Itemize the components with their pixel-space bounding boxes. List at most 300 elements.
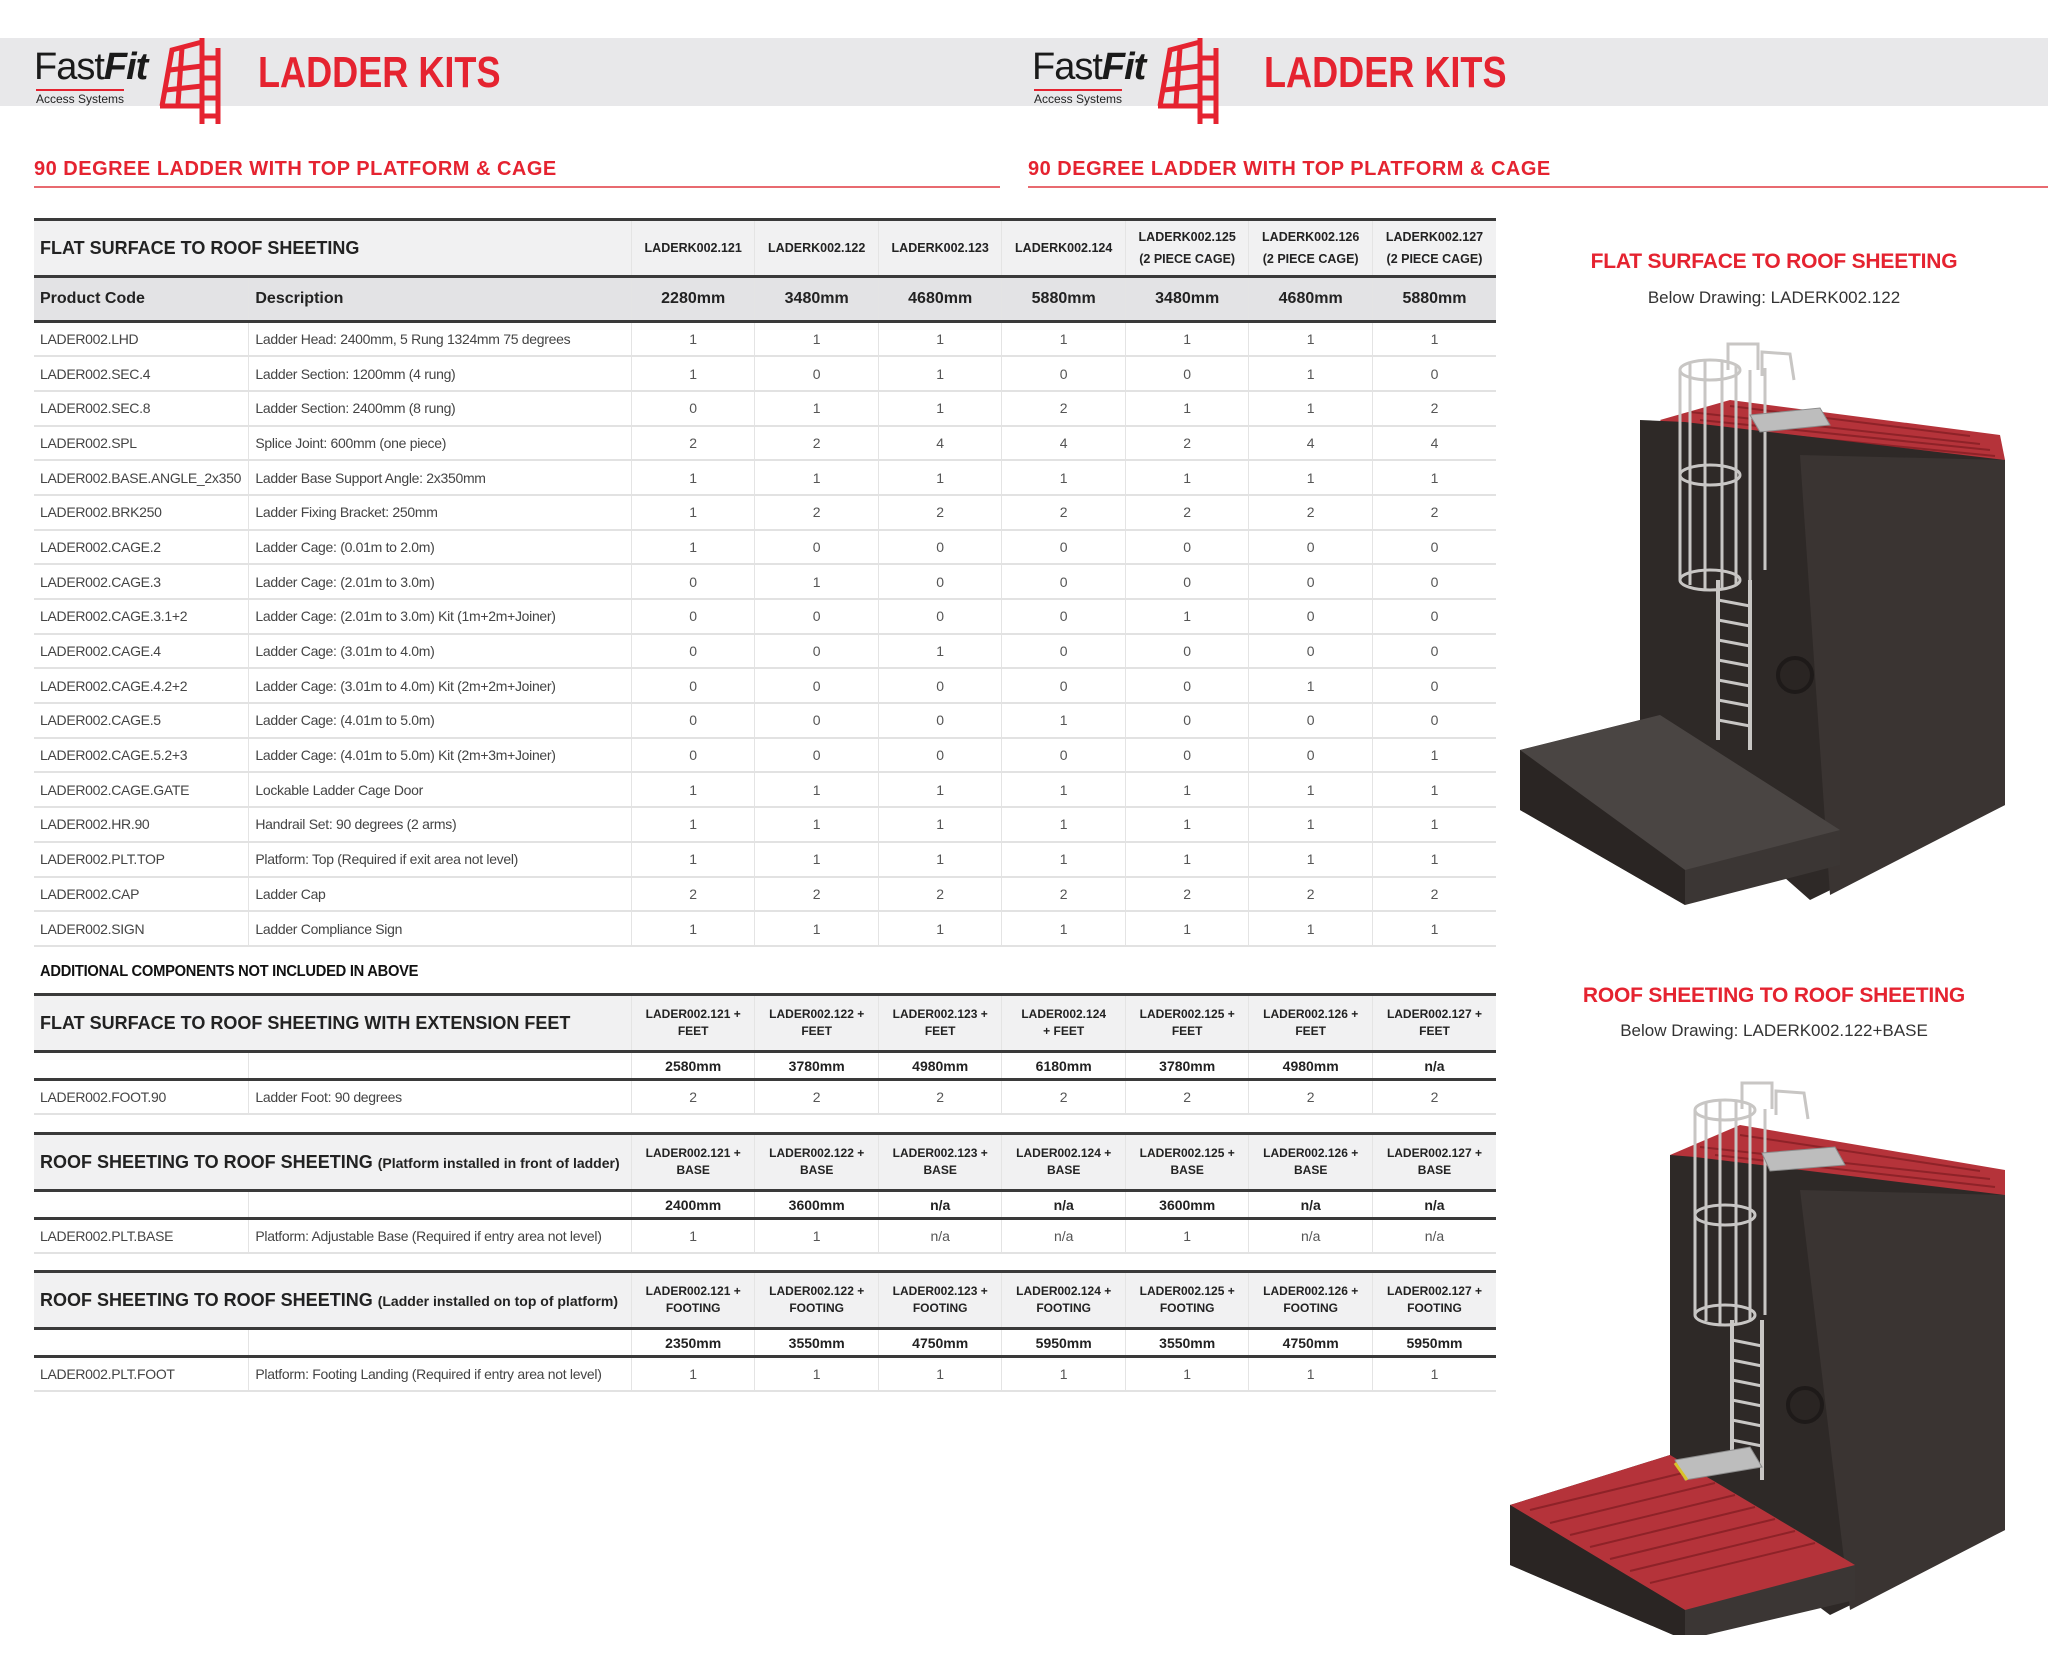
quantity-cell: 2 [1372,495,1496,530]
table-row [34,911,1496,946]
quantity-cell: 1 [631,322,755,357]
quantity-cell: 2 [1002,391,1126,426]
brand-name-right: FastFit [1032,46,1146,88]
quantity-cell: 1 [1125,772,1249,807]
quantity-cell: 1 [1249,391,1373,426]
quantity-cell: 1 [1002,842,1126,877]
feet-table [34,993,1496,1115]
quantity-cell: 1 [1125,1219,1249,1254]
height-header: 3550mm [1125,1329,1249,1357]
product-code-cell: LADER002.CAGE.5.2+3 [34,738,249,773]
main-table-body [34,322,1496,946]
quantity-cell: 1 [1372,460,1496,495]
ladder-logo-icon [1150,34,1242,126]
quantity-cell: 1 [878,842,1002,877]
kit-code-header: LADERK002.126 (2 PIECE CAGE) [1249,220,1373,277]
description-cell: Ladder Foot: 90 degrees [249,1080,632,1115]
quantity-cell: 2 [1002,877,1126,912]
table-title: ROOF SHEETING TO ROOF SHEETING (Platform installed in front of ladder) [34,1134,631,1191]
kit-code-header: LADER002.122 + FEET [755,995,879,1052]
quantity-cell: n/a [1002,1219,1126,1254]
kit-code-header: LADER002.123 + FOOTING [878,1272,1002,1329]
quantity-cell: 1 [1372,807,1496,842]
quantity-cell: 1 [878,322,1002,357]
quantity-cell: 1 [1002,1357,1126,1392]
quantity-cell: 1 [1249,460,1373,495]
quantity-cell: 2 [1125,426,1249,461]
footing-table-body [34,1357,1496,1392]
table-title: FLAT SURFACE TO ROOF SHEETING [34,220,631,277]
product-code-cell: LADER002.BASE.ANGLE_2x350 [34,460,249,495]
kit-code-header: LADER002.121 + FEET [631,995,755,1052]
description-cell: Ladder Cage: (4.01m to 5.0m) Kit (2m+3m+Joiner) [249,738,632,773]
quantity-cell: 1 [1125,391,1249,426]
quantity-cell: 1 [755,460,879,495]
description-cell: Splice Joint: 600mm (one piece) [249,426,632,461]
quantity-cell: 1 [631,495,755,530]
description-cell: Ladder Section: 1200mm (4 rung) [249,356,632,391]
quantity-cell: 1 [755,322,879,357]
height-header: n/a [1372,1191,1496,1219]
table-row [34,877,1496,912]
kit-code-header-row [34,1272,1496,1329]
drawing-caption-roof: Below Drawing: LADERK002.122+BASE [1620,1021,1928,1040]
kit-code-header: LADER002.126 + BASE [1249,1134,1373,1191]
quantity-cell: 1 [1125,322,1249,357]
table-title: FLAT SURFACE TO ROOF SHEETING WITH EXTENSION FEET [34,995,631,1052]
quantity-cell: 1 [631,807,755,842]
quantity-cell: 2 [1372,391,1496,426]
quantity-cell: 0 [631,634,755,669]
product-code-cell: LADER002.SIGN [34,911,249,946]
quantity-cell: 0 [1002,668,1126,703]
description-cell: Handrail Set: 90 degrees (2 arms) [249,807,632,842]
quantity-cell: 0 [631,703,755,738]
description-cell: Platform: Adjustable Base (Required if entry area not level) [249,1219,632,1254]
brand-tagline: Access Systems [36,89,124,106]
height-header: 3550mm [755,1329,879,1357]
height-header: 5950mm [1002,1329,1126,1357]
quantity-cell: 1 [631,530,755,565]
drawing-title-flat: FLAT SURFACE TO ROOF SHEETING [1590,250,1958,273]
height-header: 3480mm [755,277,879,322]
kit-code-header: LADER002.124 + BASE [1002,1134,1126,1191]
table-row [34,1080,1496,1115]
quantity-cell: 1 [878,634,1002,669]
quantity-cell: 0 [755,703,879,738]
table-title: ROOF SHEETING TO ROOF SHEETING (Ladder installed on top of platform) [34,1272,631,1329]
kit-code-header: LADERK002.122 [755,220,879,277]
quantity-cell: 1 [1002,703,1126,738]
quantity-cell: 2 [631,426,755,461]
kit-code-header: LADER002.122 + BASE [755,1134,879,1191]
kit-code-header-row [34,995,1496,1052]
feet-table-body [34,1080,1496,1115]
description-cell: Platform: Footing Landing (Required if entry area not level) [249,1357,632,1392]
quantity-cell: 1 [878,772,1002,807]
height-header: 4750mm [878,1329,1002,1357]
quantity-cell: n/a [878,1219,1002,1254]
quantity-cell: 1 [1249,356,1373,391]
quantity-cell: 1 [1372,911,1496,946]
base-table-body [34,1219,1496,1254]
caged-ladder-flat-illustration [1500,340,2048,910]
quantity-cell: 1 [878,391,1002,426]
product-code-cell: LADER002.PLT.FOOT [34,1357,249,1392]
quantity-cell: 1 [755,807,879,842]
quantity-cell: 0 [1372,668,1496,703]
height-header: 3600mm [755,1191,879,1219]
description-cell: Ladder Base Support Angle: 2x350mm [249,460,632,495]
quantity-cell: 0 [1125,668,1249,703]
quantity-cell: 1 [755,842,879,877]
quantity-cell: 0 [1249,530,1373,565]
quantity-cell: 2 [1372,877,1496,912]
quantity-cell: 0 [1125,564,1249,599]
product-code-cell: LADER002.SEC.4 [34,356,249,391]
kit-code-header-row [34,1134,1496,1191]
quantity-cell: 1 [755,564,879,599]
quantity-cell: 1 [631,772,755,807]
quantity-cell: 1 [1372,772,1496,807]
height-header-row [34,1052,1496,1080]
table-row [34,772,1496,807]
height-header: 5880mm [1002,277,1126,322]
kit-code-header: LADER002.124 + FOOTING [1002,1272,1126,1329]
page-title-right: LADDER KITS [1264,48,1507,97]
quantity-cell: 1 [1125,911,1249,946]
quantity-cell: 0 [1372,599,1496,634]
quantity-cell: 1 [755,911,879,946]
product-code-cell: LADER002.LHD [34,322,249,357]
quantity-cell: 1 [1125,807,1249,842]
product-code-cell: LADER002.CAGE.4.2+2 [34,668,249,703]
description-cell: Ladder Compliance Sign [249,911,632,946]
height-header: 4680mm [1249,277,1373,322]
quantity-cell: 2 [631,1080,755,1115]
footing-table [34,1270,1496,1392]
quantity-cell: 2 [878,877,1002,912]
quantity-cell: 0 [1125,634,1249,669]
table-row [34,322,1496,357]
column-header-description: Description [249,277,632,322]
quantity-cell: 1 [878,1357,1002,1392]
caged-ladder-roof-sheeting-illustration [1500,1075,2048,1635]
section-divider-right [1028,186,2048,188]
product-code-cell: LADER002.SEC.8 [34,391,249,426]
quantity-cell: 0 [1125,703,1249,738]
height-header: n/a [1249,1191,1373,1219]
quantity-cell: 0 [878,668,1002,703]
quantity-cell: 1 [1249,1357,1373,1392]
quantity-cell: n/a [1372,1219,1496,1254]
kit-code-header: LADER002.122 + FOOTING [755,1272,879,1329]
quantity-cell: 0 [1249,738,1373,773]
quantity-cell: 2 [1249,1080,1373,1115]
kit-code-header: LADER002.127 + BASE [1372,1134,1496,1191]
quantity-cell: 0 [1372,564,1496,599]
kit-code-header: LADER002.125 + BASE [1125,1134,1249,1191]
product-code-cell: LADER002.HR.90 [34,807,249,842]
quantity-cell: 1 [755,1219,879,1254]
quantity-cell: 0 [1002,356,1126,391]
kit-code-header: LADERK002.125 (2 PIECE CAGE) [1125,220,1249,277]
table-row [34,842,1496,877]
table-row [34,495,1496,530]
height-header: n/a [1372,1052,1496,1080]
quantity-cell: 1 [1372,1357,1496,1392]
quantity-cell: 1 [1125,1357,1249,1392]
quantity-cell: 1 [1125,842,1249,877]
description-cell: Ladder Section: 2400mm (8 rung) [249,391,632,426]
table-row [34,738,1496,773]
height-header: 5880mm [1372,277,1496,322]
quantity-cell: 2 [1002,495,1126,530]
quantity-cell: 1 [1125,460,1249,495]
quantity-cell: 0 [1249,703,1373,738]
kit-code-header: LADER002.123 + FEET [878,995,1002,1052]
drawing-title-roof: ROOF SHEETING TO ROOF SHEETING [1582,984,1966,1007]
quantity-cell: 4 [1249,426,1373,461]
kit-code-header: LADER002.121 + FOOTING [631,1272,755,1329]
height-header: 6180mm [1002,1052,1126,1080]
drawing-caption-flat: Below Drawing: LADERK002.122 [1647,288,1901,307]
quantity-cell: 0 [878,738,1002,773]
brand-logo-right [1032,34,1212,134]
description-cell: Lockable Ladder Cage Door [249,772,632,807]
height-header: 2280mm [631,277,755,322]
product-code-cell: LADER002.CAP [34,877,249,912]
product-code-cell: LADER002.CAGE.2 [34,530,249,565]
quantity-cell: 1 [1249,668,1373,703]
quantity-cell: 0 [755,530,879,565]
quantity-cell: 1 [1372,842,1496,877]
product-code-cell: LADER002.SPL [34,426,249,461]
kit-code-header: LADER002.126 + FOOTING [1249,1272,1373,1329]
product-code-cell: LADER002.BRK250 [34,495,249,530]
table-row [34,807,1496,842]
quantity-cell: 1 [631,1357,755,1392]
height-header: 3780mm [755,1052,879,1080]
quantity-cell: 1 [1002,460,1126,495]
quantity-cell: 2 [1002,1080,1126,1115]
quantity-cell: 0 [631,599,755,634]
quantity-cell: 1 [1249,911,1373,946]
height-header: 4980mm [878,1052,1002,1080]
quantity-cell: 2 [755,426,879,461]
quantity-cell: 1 [631,460,755,495]
kit-code-header: LADER002.125 + FOOTING [1125,1272,1249,1329]
description-cell: Ladder Cage: (2.01m to 3.0m) Kit (1m+2m+Joiner) [249,599,632,634]
height-header: 3480mm [1125,277,1249,322]
table-row [34,668,1496,703]
table-row [34,426,1496,461]
height-header: 4980mm [1249,1052,1373,1080]
additional-components-heading: ADDITIONAL COMPONENTS NOT INCLUDED IN ABOVE [40,963,419,980]
kit-code-header: LADERK002.124 [1002,220,1126,277]
table-row [34,356,1496,391]
brand-tagline-right: Access Systems [1034,89,1122,106]
quantity-cell: 1 [878,911,1002,946]
quantity-cell: 1 [878,460,1002,495]
height-header: 2350mm [631,1329,755,1357]
description-cell: Ladder Cage: (3.01m to 4.0m) Kit (2m+2m+Joiner) [249,668,632,703]
quantity-cell: 1 [1249,772,1373,807]
description-cell: Ladder Fixing Bracket: 250mm [249,495,632,530]
table-row [34,599,1496,634]
kit-code-header: LADER002.124 + FEET [1002,995,1126,1052]
table-row [34,1357,1496,1392]
product-code-cell: LADER002.CAGE.3.1+2 [34,599,249,634]
table-row [34,634,1496,669]
quantity-cell: 0 [755,599,879,634]
product-code-cell: LADER002.CAGE.4 [34,634,249,669]
quantity-cell: 0 [878,530,1002,565]
table-row [34,703,1496,738]
product-code-cell: LADER002.CAGE.5 [34,703,249,738]
quantity-cell: 0 [878,564,1002,599]
kit-code-header: LADER002.123 + BASE [878,1134,1002,1191]
height-header: n/a [1002,1191,1126,1219]
quantity-cell: 2 [878,1080,1002,1115]
brand-name: FastFit [34,46,148,88]
quantity-cell: 1 [1249,807,1373,842]
product-code-cell: LADER002.CAGE.3 [34,564,249,599]
quantity-cell: 2 [755,495,879,530]
quantity-cell: 2 [1372,1080,1496,1115]
product-code-cell: LADER002.PLT.TOP [34,842,249,877]
kit-code-header: LADER002.127 + FOOTING [1372,1272,1496,1329]
product-code-cell: LADER002.PLT.BASE [34,1219,249,1254]
ladder-logo-icon [152,34,244,126]
column-header-row [34,277,1496,322]
height-header: n/a [878,1191,1002,1219]
kit-code-header: LADER002.121 + BASE [631,1134,755,1191]
kit-code-header-row [34,220,1496,277]
page-title-left: LADDER KITS [258,48,501,97]
quantity-cell: 1 [1002,807,1126,842]
height-header: 3780mm [1125,1052,1249,1080]
quantity-cell: 0 [1372,530,1496,565]
quantity-cell: 0 [755,738,879,773]
quantity-cell: 2 [755,877,879,912]
quantity-cell: 0 [755,356,879,391]
quantity-cell: 1 [631,911,755,946]
quantity-cell: 1 [755,391,879,426]
description-cell: Ladder Cap [249,877,632,912]
quantity-cell: 0 [1002,634,1126,669]
quantity-cell: 0 [878,703,1002,738]
quantity-cell: 1 [755,772,879,807]
quantity-cell: 0 [1372,703,1496,738]
quantity-cell: 1 [631,842,755,877]
section-divider-left [34,186,1000,188]
quantity-cell: 1 [755,1357,879,1392]
quantity-cell: 0 [631,391,755,426]
kit-code-header: LADERK002.121 [631,220,755,277]
description-cell: Ladder Cage: (3.01m to 4.0m) [249,634,632,669]
section-title-right: 90 DEGREE LADDER WITH TOP PLATFORM & CAGE [1028,158,1551,180]
quantity-cell: 0 [1002,564,1126,599]
table-row [34,564,1496,599]
quantity-cell: 0 [1372,356,1496,391]
kit-code-header: LADER002.127 + FEET [1372,995,1496,1052]
quantity-cell: 0 [1002,599,1126,634]
table-row [34,530,1496,565]
quantity-cell: 0 [1002,738,1126,773]
quantity-cell: 0 [1249,564,1373,599]
kit-code-header: LADER002.126 + FEET [1249,995,1373,1052]
quantity-cell: 0 [631,564,755,599]
column-header-product-code: Product Code [34,277,249,322]
kit-code-header: LADERK002.123 [878,220,1002,277]
main-kit-table [34,218,1496,947]
quantity-cell: 2 [1249,877,1373,912]
base-table [34,1132,1496,1254]
description-cell: Platform: Top (Required if exit area not level) [249,842,632,877]
kit-code-header: LADER002.125 + FEET [1125,995,1249,1052]
quantity-cell: 2 [755,1080,879,1115]
quantity-cell: 1 [1002,772,1126,807]
height-header: 4750mm [1249,1329,1373,1357]
description-cell: Ladder Cage: (0.01m to 2.0m) [249,530,632,565]
quantity-cell: 1 [1002,322,1126,357]
quantity-cell: 0 [1125,356,1249,391]
height-header: 3600mm [1125,1191,1249,1219]
height-header: 2400mm [631,1191,755,1219]
quantity-cell: 1 [878,356,1002,391]
quantity-cell: 0 [1372,634,1496,669]
height-header: 4680mm [878,277,1002,322]
quantity-cell: 0 [755,668,879,703]
quantity-cell: 0 [1125,738,1249,773]
quantity-cell: 1 [1249,842,1373,877]
height-header: 5950mm [1372,1329,1496,1357]
description-cell: Ladder Cage: (4.01m to 5.0m) [249,703,632,738]
quantity-cell: 1 [631,356,755,391]
quantity-cell: 1 [1125,599,1249,634]
quantity-cell: 2 [1125,1080,1249,1115]
quantity-cell: 1 [1372,322,1496,357]
description-cell: Ladder Cage: (2.01m to 3.0m) [249,564,632,599]
product-code-cell: LADER002.CAGE.GATE [34,772,249,807]
table-row [34,1219,1496,1254]
quantity-cell: 0 [631,668,755,703]
quantity-cell: 4 [878,426,1002,461]
quantity-cell: 1 [1249,322,1373,357]
quantity-cell: 0 [631,738,755,773]
quantity-cell: 2 [878,495,1002,530]
table-row [34,460,1496,495]
quantity-cell: 2 [1125,877,1249,912]
table-row [34,391,1496,426]
description-cell: Ladder Head: 2400mm, 5 Rung 1324mm 75 degrees [249,322,632,357]
quantity-cell: 1 [1372,738,1496,773]
quantity-cell: 4 [1372,426,1496,461]
kit-code-header: LADERK002.127 (2 PIECE CAGE) [1372,220,1496,277]
quantity-cell: n/a [1249,1219,1373,1254]
brand-logo [34,34,214,134]
quantity-cell: 1 [1002,911,1126,946]
section-title-left: 90 DEGREE LADDER WITH TOP PLATFORM & CAGE [34,158,557,180]
quantity-cell: 0 [1249,599,1373,634]
quantity-cell: 1 [631,1219,755,1254]
quantity-cell: 2 [1249,495,1373,530]
product-code-cell: LADER002.FOOT.90 [34,1080,249,1115]
quantity-cell: 2 [631,877,755,912]
quantity-cell: 2 [1125,495,1249,530]
quantity-cell: 4 [1002,426,1126,461]
